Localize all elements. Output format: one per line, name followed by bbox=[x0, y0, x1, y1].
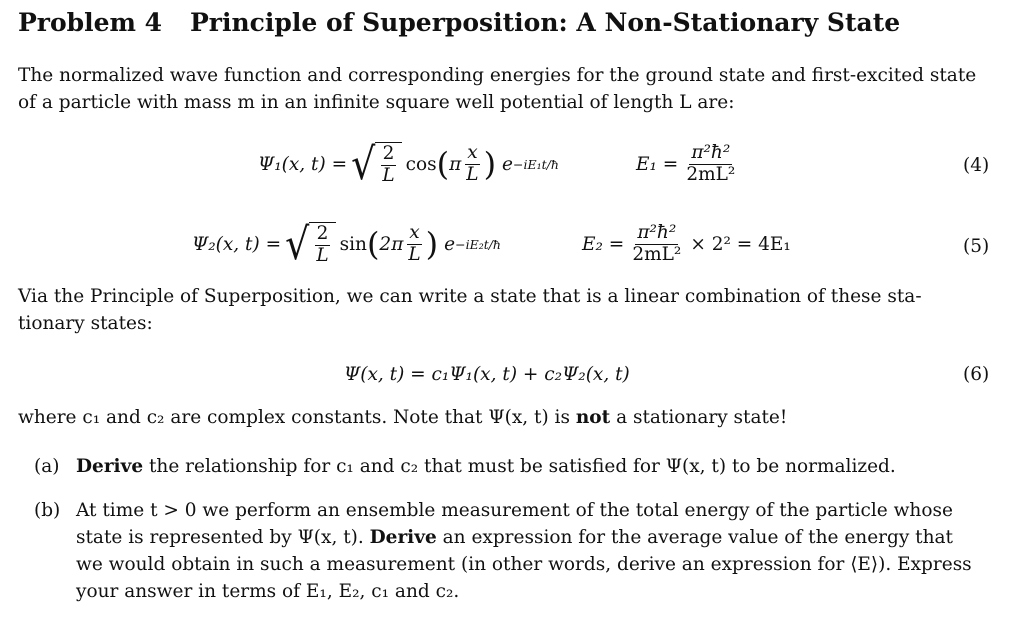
equation-number-4: (4) bbox=[963, 155, 990, 176]
part-a-text: Derive the relationship for c₁ and c₂ that must be satisfied for Ψ(x, t) to be normalized. bbox=[76, 456, 896, 477]
eq5-arg-coef: 2π bbox=[379, 233, 404, 255]
superposition-line-2: tionary states: bbox=[18, 313, 153, 334]
part-b-line-4: your answer in terms of E₁, E₂, c₁ and c₂. bbox=[76, 581, 460, 602]
eq4-exp: e bbox=[502, 153, 513, 175]
part-b-line-1: At time t > 0 we perform an ensemble measurement of the total energy of the particle whose bbox=[76, 500, 953, 521]
equation-number-6: (6) bbox=[963, 364, 990, 385]
eq5-exp-sup: −iE₂t/ħ bbox=[455, 236, 501, 252]
sqrt-sign-icon: √ bbox=[285, 218, 310, 270]
superposition-line-1: Via the Principle of Superposition, we can write a state that is a linear combination of these sta- bbox=[18, 286, 922, 307]
intro-line-2: of a particle with mass m in an infinite square well potential of length L are: bbox=[18, 92, 735, 113]
sqrt-sign-icon: √ bbox=[351, 138, 376, 190]
note-line: where c₁ and c₂ are complex constants. Note that Ψ(x, t) is not a stationary state! bbox=[18, 407, 788, 428]
equation-5: Ψ₂(x, t) = √ $\frac{2}{L}$ sin ( 2π $\frac{x}{L}$ ) e −iE₂t/ħ bbox=[192, 218, 501, 270]
intro-line-1: The normalized wave function and corresponding energies for the ground state and first-excited state bbox=[18, 65, 977, 86]
problem-title: Principle of Superposition: A Non-Stationary State bbox=[190, 8, 901, 37]
part-a-label: (a) bbox=[34, 456, 60, 477]
part-b-label: (b) bbox=[34, 500, 61, 521]
problem-label: Problem 4 bbox=[18, 8, 163, 37]
equation-6: Ψ(x, t) = c₁Ψ₁(x, t) + c₂Ψ₂(x, t) bbox=[344, 364, 630, 385]
part-b-line-3: we would obtain in such a measurement (in other words, derive an expression for ⟨E⟩). Express bbox=[76, 554, 972, 575]
energy-4: E₁ = $\frac{\text{π²ħ²}}{\text{2mL²}}$ bbox=[636, 142, 736, 185]
eq5-exp: e bbox=[444, 233, 456, 255]
eq4-sqrt: √ $\frac{2}{L}$ bbox=[351, 142, 402, 186]
eq4-psi: Ψ₁(x, t) = bbox=[258, 153, 348, 175]
energy-5: E₂ = $\frac{\text{π²ħ²}}{\text{2mL²}}$ × 2² = 4E₁ bbox=[582, 222, 791, 265]
eq4-func: cos bbox=[405, 153, 437, 175]
eq5-sqrt: √ $\frac{2}{L}$ bbox=[285, 222, 336, 266]
equation-number-5: (5) bbox=[963, 236, 990, 257]
eq4-arg-coef: π bbox=[449, 153, 462, 175]
part-b-line-2: state is represented by Ψ(x, t). Derive an expression for the average value of the energy that bbox=[76, 527, 953, 548]
equation-4: Ψ₁(x, t) = √ $\frac{2}{L}$ cos ( π $\frac{x}{L}$ ) e −iE₁t/ħ bbox=[258, 138, 559, 190]
eq4-exp-sup: −iE₁t/ħ bbox=[513, 156, 559, 172]
eq5-func: sin bbox=[339, 233, 367, 255]
eq5-psi: Ψ₂(x, t) = bbox=[192, 233, 282, 255]
